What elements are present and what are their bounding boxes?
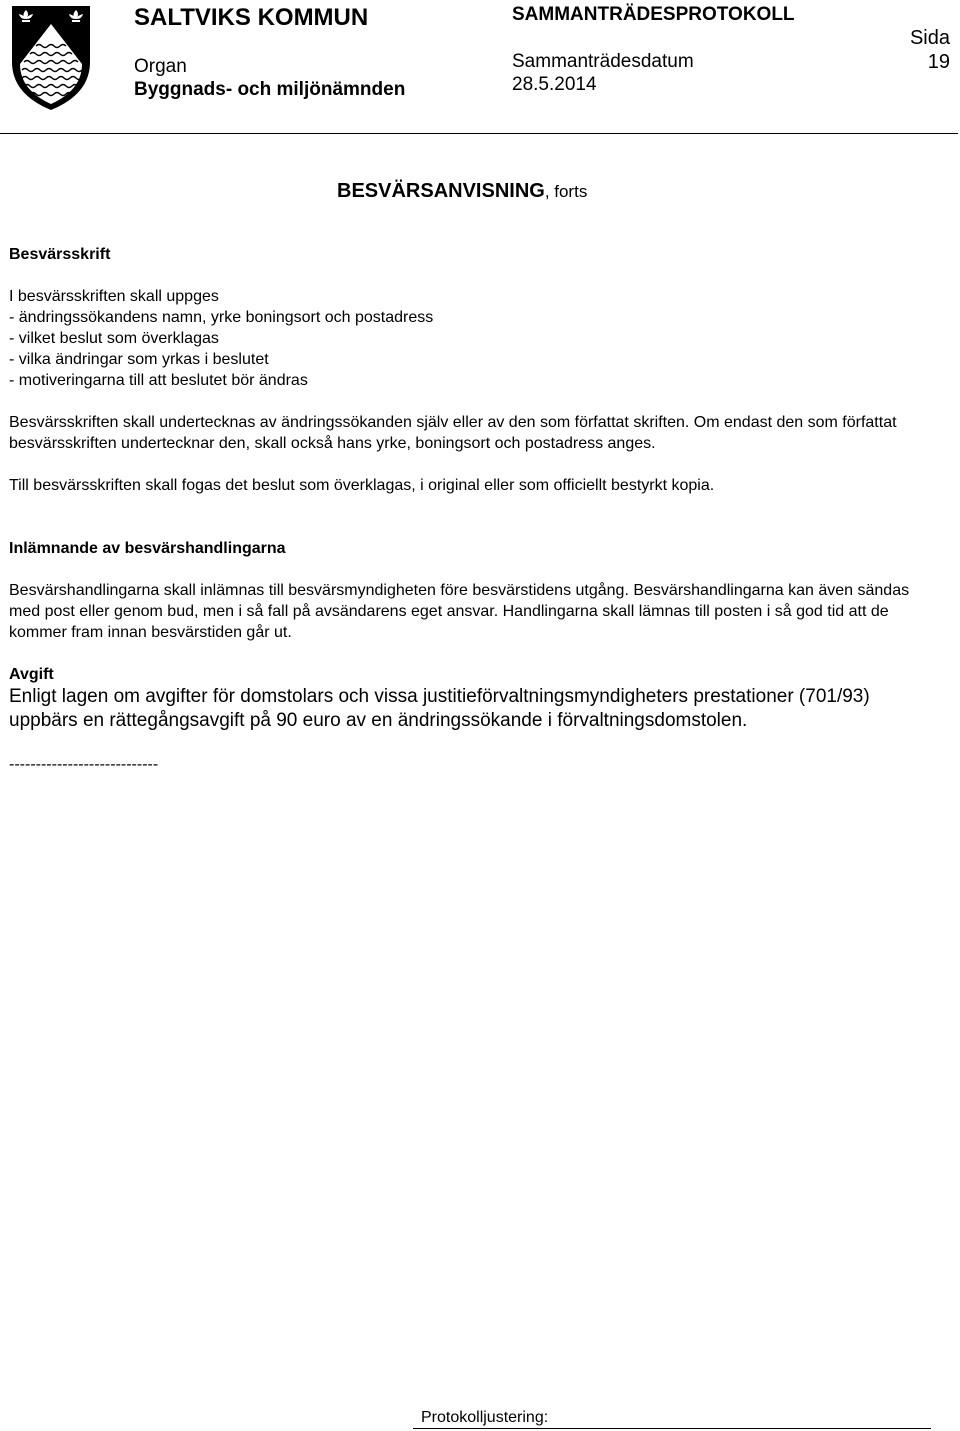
organ-value: Byggnads- och miljönämnden [134,79,406,100]
requirements-intro: I besvärsskriften skall uppges [9,288,219,305]
attachment-paragraph: Till besvärsskriften skall fogas det beslut som överklagas, i original eller som officiellt bestyrkt kopia. [9,477,715,494]
signature-label: Protokolljustering: [421,1409,549,1426]
page-title-main: BESVÄRSANVISNING [337,180,545,202]
list-item: - motiveringarna till att beslutet bör ändras [9,372,308,389]
organ-label: Organ [134,56,187,77]
page-title [337,180,587,203]
signing-paragraph: Besvärsskriften skall undertecknas av ändringssökanden själv eller av den som författat skriften. Om endast den som författat besvärsskriften undertecknar den, skall också hans yrke, boningsort och postadress anges. [9,414,897,452]
separator-line: ---------------------------- [9,756,159,773]
municipal-crest-icon [8,2,94,112]
signature-line [413,1428,931,1429]
section-heading-avgift: Avgift [9,666,54,683]
submission-paragraph: Besvärshandlingarna skall inlämnas till besvärsmyndigheten före besvärstidens utgång. Besvärshandlingarna kan även sändas med post eller genom bud, men i så fall på avsändarens eget ansvar. Handlingarna skall lämnas till posten i så god tid att de kommer fram innan besvärstiden går ut. [9,582,910,641]
page-title-suffix: , forts [544,182,588,201]
list-item: - ändringssökandens namn, yrke boningsort och postadress [9,309,434,326]
document-type: SAMMANTRÄDESPROTOKOLL [512,4,795,25]
municipality-name: SALTVIKS KOMMUN [134,4,369,31]
meeting-date-label: Sammanträdesdatum [512,51,694,72]
list-item: - vilka ändringar som yrkas i beslutet [9,351,269,368]
fee-paragraph: Enligt lagen om avgifter för domstolars och vissa justitieförvaltningsmyndigheters prestationer (701/93) uppbärs en rättegångsavgift på 90 euro av en ändringssökande i förvaltningsdomstolen. [9,686,870,731]
section-heading-besvarsskrift: Besvärsskrift [9,246,111,263]
page-number: 19 [927,51,950,73]
requirements-list [9,286,929,391]
meeting-date-value: 28.5.2014 [512,74,597,95]
list-item: - vilket beslut som överklagas [9,330,219,347]
document-body [9,244,929,775]
section-heading-inlamnande: Inlämnande av besvärshandlingarna [9,540,286,557]
page-label: Sida [909,27,950,49]
header-divider [0,133,958,134]
